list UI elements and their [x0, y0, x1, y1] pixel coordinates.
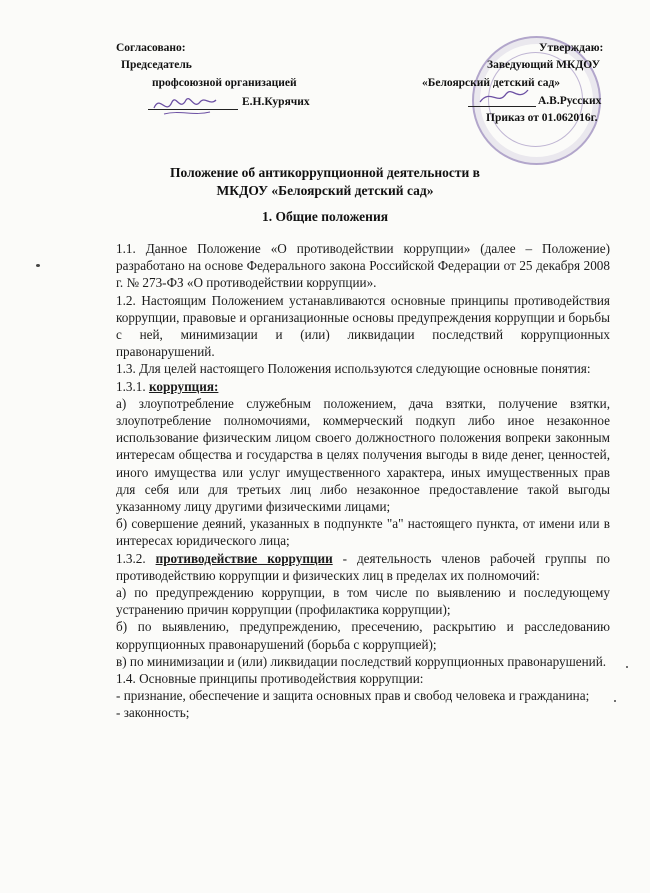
term-corruption: коррупция: [148, 378, 219, 394]
approve-label: Утверждаю: [539, 42, 604, 54]
document-title-line2: МКДОУ «Белоярский детский сад» [216, 183, 434, 198]
document-title-line1: Положение об антикоррупционной деятельности в [170, 165, 480, 180]
paragraph-item-a: а) злоупотребление служебным положением, дача взятки, получение взятки, злоупотребление полномочиями, коммерческий подкуп либо иное незаконное использование физическим лицом своего должностного положения вопреки законным интересам общества и государства в целях получения выгоды в виде денег, ценностей, иного имущества или услуг имущественного характера, иных имущественных прав для себя или для третьих лиц либо незаконное предоставление такой выгоды указанному лицу другими физическими лицами; [116, 395, 610, 515]
paragraph-counter-a: а) по предупреждению коррупции, в том числе по выявлению и последующему устранению причин коррупции (профилактика коррупции); [116, 585, 610, 618]
paragraph-1-3: 1.3. Для целей настоящего Положения используются следующие основные понятия: [116, 361, 591, 377]
paragraph-counter-c: в) по минимизации и (или) ликвидации последствий коррупционных правонарушений. [116, 653, 607, 669]
scan-speck [36, 264, 40, 267]
paragraph-1-1: 1.1. Данное Положение «О противодействии коррупции» (далее – Положение) разработано на основе Федерального закона Российской Федерации от 25 декабря 2008 г. № 273-ФЗ «О противодействии коррупции». [116, 241, 610, 291]
clause-number: 1.3.1. [116, 378, 149, 394]
right-signer-name: А.В.Русских [538, 95, 602, 107]
scan-speck [614, 700, 616, 702]
paragraph-1-3-1 [116, 378, 610, 395]
principle-item-2: - законность; [116, 705, 190, 721]
head-title: Заведующий МКДОУ [487, 59, 601, 71]
order-date: Приказ от 01.062016г. [486, 112, 598, 124]
scan-speck [626, 666, 628, 668]
clause-number: 1.3.2. [116, 550, 156, 566]
paragraph-item-b: б) совершение деяний, указанных в подпункте "а" настоящего пункта, от имени или в интересах юридического лица; [116, 516, 610, 549]
left-signer-name: Е.Н.Курячих [242, 96, 310, 108]
principle-item-1: - признание, обеспечение и защита основных прав и свобод человека и гражданина; [116, 688, 590, 704]
right-signature [476, 84, 532, 110]
union-org-label: профсоюзной организацией [152, 77, 297, 89]
term-counteraction: противодействие коррупции [155, 550, 333, 566]
paragraph-1-2: 1.2. Настоящим Положением устанавливаются основные принципы противодействия коррупции, правовые и организационные основы предупреждения коррупции и борьбы с ней, минимизации и (или) ликвидации последствий коррупционных правонарушений. [116, 292, 610, 360]
clause-text: - деятельность членов рабочей группы по противодействию коррупции и физических лиц в пределах их полномочий: [116, 550, 611, 583]
document-body [116, 240, 610, 722]
section-heading: 1. Общие положения [261, 209, 389, 224]
chairman-label: Председатель [121, 59, 192, 71]
paragraph-1-3-2 [116, 550, 610, 584]
paragraph-counter-b: б) по выявлению, предупреждению, пресечению, раскрытию и расследованию коррупционных правонарушений (борьба с коррупцией); [116, 619, 610, 652]
paragraph-1-4: 1.4. Основные принципы противодействия коррупции: [116, 671, 424, 687]
org-name-header: «Белоярский детский сад» [422, 77, 561, 89]
left-signature [150, 86, 220, 122]
agreed-label: Согласовано: [116, 42, 186, 54]
